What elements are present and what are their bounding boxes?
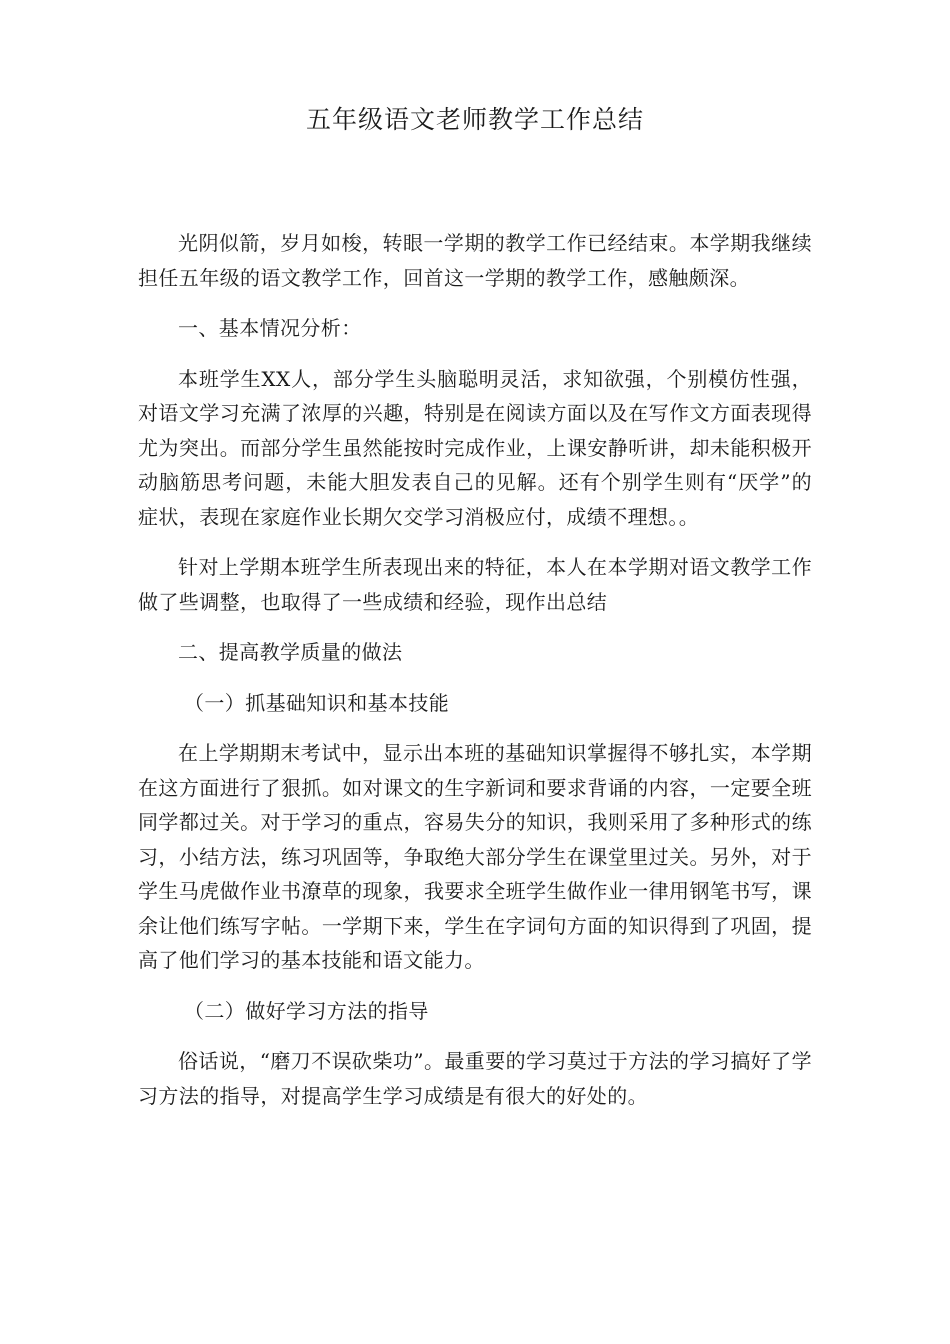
document-title: 五年级语文老师教学工作总结 — [305, 105, 644, 134]
section-heading-methods: 二、提高教学质量的做法 — [178, 640, 403, 664]
subheading-basics: （一）抓基础知识和基本技能 — [184, 690, 450, 715]
paragraph-intro: 光阴似箭，岁月如梭，转眼一学期的教学工作已经结束。本学期我继续担任五年级的语文教学工作，回首这一学期的教学工作，感触颇深。 — [138, 231, 812, 290]
subheading-study-methods: （二）做好学习方法的指导 — [184, 998, 429, 1023]
section-heading-basic-analysis: 一、基本情况分析： — [178, 316, 362, 340]
paragraph-basics: 在上学期期末考试中，显示出本班的基础知识掌握得不够扎实，本学期在这方面进行了狠抓。如对课文的生字新词和要求背诵的内容，一定要全班同学都过关。对于学习的重点，容易失分的知识，我则采用了多种形式的练习，小结方法，练习巩固等，争取绝大部分学生在课堂里过关。另外，对于学生马虎做作业书潦草的现象，我要求全班学生做作业一律用钢笔书写，课余让他们练写字帖。一学期下来，学生在字词句方面的知识得到了巩固，提高了他们学习的基本技能和语文能力。 — [138, 741, 812, 972]
document-body — [138, 226, 812, 1129]
paragraph-study-methods: 俗话说，“磨刀不误砍柴功”。最重要的学习莫过于方法的学习搞好了学习方法的指导，对提高学生学习成绩是有很大的好处的。 — [138, 1049, 812, 1108]
paragraph-class-situation: 本班学生XX人，部分学生头脑聪明灵活，求知欲强，个别模仿性强，对语文学习充满了浓厚的兴趣，特别是在阅读方面以及在写作文方面表现得尤为突出。而部分学生虽然能按时完成作业，上课安静听讲，却未能积极开动脑筋思考问题，未能大胆发表自己的见解。还有个别学生则有“厌学”的症状，表现在家庭作业长期欠交学习消极应付，成绩不理想。。 — [138, 366, 812, 529]
paragraph-adjustment: 针对上学期本班学生所表现出来的特征，本人在本学期对语文教学工作做了些调整，也取得了一些成绩和经验，现作出总结 — [138, 555, 812, 614]
